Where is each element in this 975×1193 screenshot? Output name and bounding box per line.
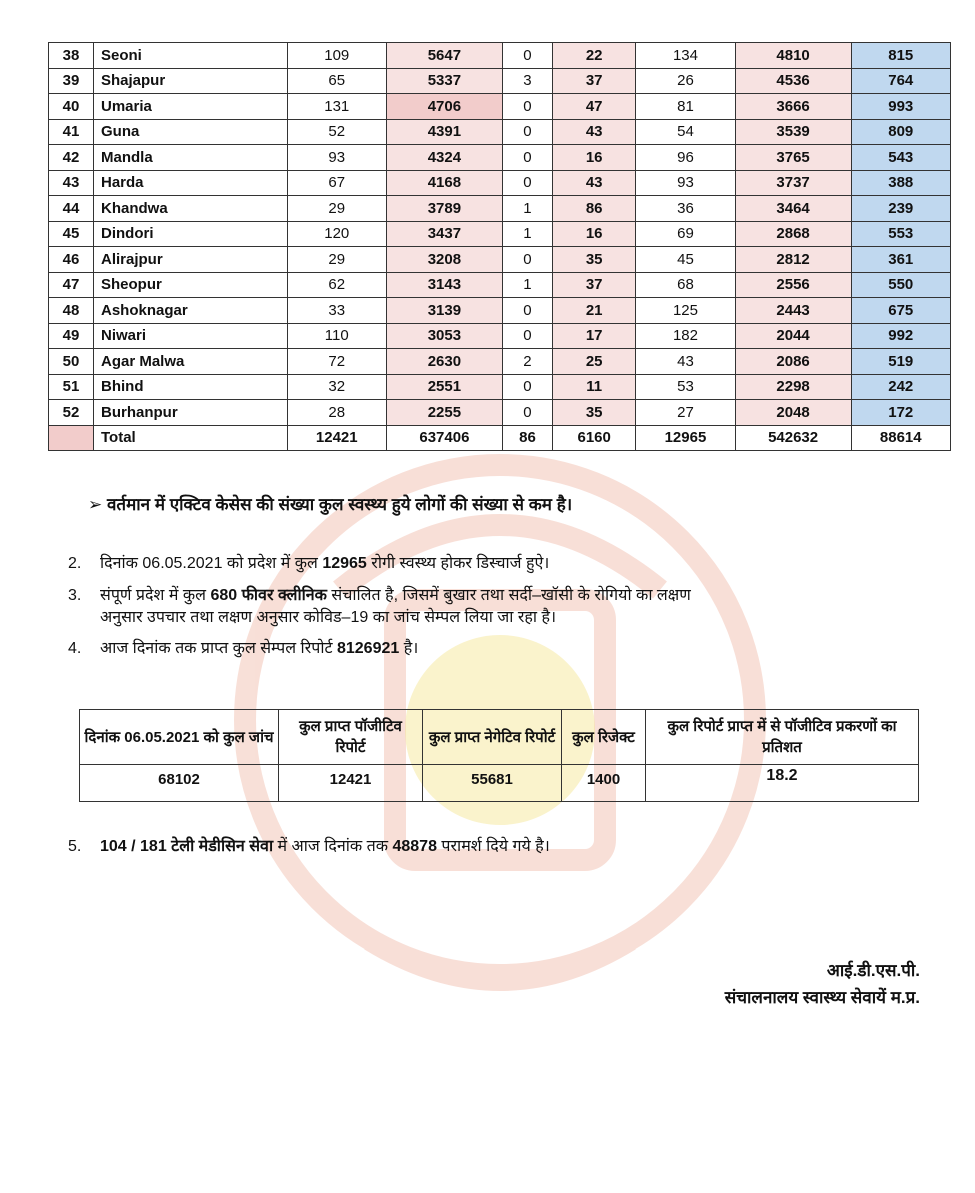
row-serial: 38 [49,43,94,69]
table-row [49,43,951,69]
table-row [49,221,951,247]
row-district: Bhind [94,374,288,400]
row-c1: 52 [287,119,386,145]
row-c1: 28 [287,400,386,426]
row-c3: 0 [502,323,552,349]
point-text: दिनांक 06.05.2021 को प्रदेश में कुल [100,555,323,572]
row-c7: 172 [851,400,951,426]
row-c6: 2868 [735,221,851,247]
total-blank-cell [49,425,94,451]
row-c2: 4391 [386,119,502,145]
row-c7: 675 [851,298,951,324]
row-c1: 67 [287,170,386,196]
row-c2: 4324 [386,145,502,171]
row-c5: 27 [636,400,735,426]
table-row [49,323,951,349]
row-c6: 2812 [735,247,851,273]
point-text: है। [399,640,419,657]
point-text: संचालित है, जिसमें बुखार तथा सर्दी–खॉसी के रोगियो का लक्षण [326,587,691,604]
row-district: Khandwa [94,196,288,222]
summary-value: 12421 [279,765,423,802]
row-c1: 32 [287,374,386,400]
row-serial: 49 [49,323,94,349]
row-c3: 0 [502,400,552,426]
row-c1: 65 [287,68,386,94]
row-serial: 47 [49,272,94,298]
row-c4: 86 [553,196,636,222]
row-c3: 0 [502,374,552,400]
total-c4: 6160 [553,425,636,451]
row-c2: 4168 [386,170,502,196]
row-c2: 5337 [386,68,502,94]
row-c5: 26 [636,68,735,94]
row-c5: 68 [636,272,735,298]
row-serial: 51 [49,374,94,400]
row-c3: 3 [502,68,552,94]
row-c7: 815 [851,43,951,69]
row-c4: 35 [553,247,636,273]
point-text: संपूर्ण प्रदेश में कुल [100,587,211,604]
point-text: रोगी स्वस्थ्य होकर डिस्चार्ज हुऐ। [366,555,550,572]
row-district: Guna [94,119,288,145]
point-5 [68,836,550,858]
summary-header: कुल प्राप्त नेगेटिव रिपोर्ट [423,710,562,765]
row-c2: 5647 [386,43,502,69]
row-c4: 37 [553,68,636,94]
point-bold: 104 / 181 टेली मेडीसिन सेवा [100,838,274,855]
row-c5: 182 [636,323,735,349]
row-c7: 550 [851,272,951,298]
row-c6: 4810 [735,43,851,69]
row-c5: 54 [636,119,735,145]
row-serial: 40 [49,94,94,120]
summary-header: कुल रिपोर्ट प्राप्त में से पॉजीटिव प्रकरणों का प्रतिशत [646,710,919,765]
point-bold: 12965 [322,555,367,572]
row-c2: 2630 [386,349,502,375]
row-c7: 809 [851,119,951,145]
row-district: Agar Malwa [94,349,288,375]
row-c4: 47 [553,94,636,120]
summary-value: 1400 [562,765,646,802]
row-district: Sheopur [94,272,288,298]
row-c4: 21 [553,298,636,324]
row-c2: 3143 [386,272,502,298]
row-c5: 93 [636,170,735,196]
row-district: Burhanpur [94,400,288,426]
table-row [49,272,951,298]
table-row [49,94,951,120]
total-c6: 542632 [735,425,851,451]
row-c6: 2086 [735,349,851,375]
row-c5: 45 [636,247,735,273]
row-c6: 2044 [735,323,851,349]
row-c5: 125 [636,298,735,324]
row-c6: 3464 [735,196,851,222]
row-c7: 553 [851,221,951,247]
row-c5: 53 [636,374,735,400]
point-bold: 8126921 [336,640,400,657]
row-c3: 0 [502,145,552,171]
table-row [49,298,951,324]
row-serial: 41 [49,119,94,145]
bullet-note: ➢ वर्तमान में एक्टिव केसेस की संख्या कुल स्वस्थ्य हुये लोगों की संख्या से कम है। [88,495,573,514]
point-number: 3. [68,587,82,604]
table-row [49,170,951,196]
row-c4: 37 [553,272,636,298]
row-c1: 120 [287,221,386,247]
row-serial: 52 [49,400,94,426]
row-c2: 3789 [386,196,502,222]
row-serial: 44 [49,196,94,222]
row-c1: 93 [287,145,386,171]
row-serial: 50 [49,349,94,375]
row-c5: 69 [636,221,735,247]
row-c7: 242 [851,374,951,400]
row-c7: 239 [851,196,951,222]
row-c2: 3208 [386,247,502,273]
row-c1: 110 [287,323,386,349]
row-c7: 993 [851,94,951,120]
row-serial: 39 [49,68,94,94]
row-c1: 131 [287,94,386,120]
row-serial: 45 [49,221,94,247]
point-bold: 680 फीवर क्लीनिक [210,587,327,604]
point-text-line2: अनुसार उपचार तथा लक्षण अनुसार कोविड–19 का जांच सेम्पल लिया जा रहा है। [100,609,557,626]
signature-line-2: संचालनालय स्वास्थ्य सेवायें म.प्र. [724,988,920,1007]
row-district: Niwari [94,323,288,349]
row-c5: 134 [636,43,735,69]
total-c1: 12421 [287,425,386,451]
total-c3: 86 [502,425,552,451]
summary-header: कुल रिजेक्ट [562,710,646,765]
signature-line-1: आई.डी.एस.पी. [826,961,920,980]
row-c3: 1 [502,272,552,298]
row-c1: 29 [287,196,386,222]
total-c5: 12965 [636,425,735,451]
point-number: 2. [68,555,82,572]
summary-header: कुल प्राप्त पॉजीटिव रिपोर्ट [279,710,423,765]
summary-value: 55681 [423,765,562,802]
row-c7: 519 [851,349,951,375]
row-c3: 2 [502,349,552,375]
row-c2: 3139 [386,298,502,324]
row-c4: 43 [553,119,636,145]
point-3 [68,585,928,629]
summary-value: 68102 [80,765,279,802]
table-row [49,247,951,273]
table-row [49,68,951,94]
row-c7: 543 [851,145,951,171]
row-c7: 764 [851,68,951,94]
row-c4: 16 [553,221,636,247]
row-c6: 3666 [735,94,851,120]
row-district: Umaria [94,94,288,120]
row-serial: 48 [49,298,94,324]
row-c4: 16 [553,145,636,171]
row-c7: 992 [851,323,951,349]
row-serial: 43 [49,170,94,196]
point-number: 5. [68,838,82,855]
row-c3: 0 [502,247,552,273]
row-c7: 361 [851,247,951,273]
summary-header: दिनांक 06.05.2021 को कुल जांच [80,710,279,765]
row-c5: 43 [636,349,735,375]
row-c3: 0 [502,119,552,145]
table-row [49,400,951,426]
total-c2: 637406 [386,425,502,451]
row-c6: 3765 [735,145,851,171]
point-text: में आज दिनांक तक [273,838,393,855]
row-c2: 2551 [386,374,502,400]
row-serial: 42 [49,145,94,171]
row-c4: 22 [553,43,636,69]
point-text: परामर्श दिये गये है। [436,838,550,855]
total-row [49,425,951,451]
table-row [49,145,951,171]
point-4 [68,638,418,660]
table-row [49,374,951,400]
row-c1: 29 [287,247,386,273]
row-c3: 0 [502,94,552,120]
summary-table [79,709,919,802]
row-c5: 96 [636,145,735,171]
row-c3: 0 [502,43,552,69]
row-c6: 2298 [735,374,851,400]
row-c6: 2048 [735,400,851,426]
row-c3: 1 [502,196,552,222]
row-serial: 46 [49,247,94,273]
row-c6: 2556 [735,272,851,298]
row-c3: 1 [502,221,552,247]
row-district: Dindori [94,221,288,247]
point-2 [68,553,549,575]
district-table [48,42,951,451]
row-c5: 81 [636,94,735,120]
row-c1: 109 [287,43,386,69]
row-district: Seoni [94,43,288,69]
row-district: Alirajpur [94,247,288,273]
row-c1: 33 [287,298,386,324]
row-c1: 62 [287,272,386,298]
table-row [49,196,951,222]
row-c4: 11 [553,374,636,400]
row-c3: 0 [502,170,552,196]
row-c6: 3737 [735,170,851,196]
row-district: Shajapur [94,68,288,94]
row-c4: 17 [553,323,636,349]
row-district: Ashoknagar [94,298,288,324]
row-c2: 3437 [386,221,502,247]
row-c6: 3539 [735,119,851,145]
total-c7: 88614 [851,425,951,451]
row-c5: 36 [636,196,735,222]
row-c1: 72 [287,349,386,375]
point-bold: 48878 [392,838,437,855]
row-c2: 3053 [386,323,502,349]
point-number: 4. [68,640,82,657]
total-label: Total [94,425,288,451]
row-district: Mandla [94,145,288,171]
table-row [49,119,951,145]
table-row [49,349,951,375]
row-c6: 4536 [735,68,851,94]
point-text: आज दिनांक तक प्राप्त कुल सेम्पल रिपोर्ट [100,640,337,657]
row-c2: 2255 [386,400,502,426]
row-c4: 35 [553,400,636,426]
row-c4: 43 [553,170,636,196]
row-c3: 0 [502,298,552,324]
summary-value: 18.2 [646,765,919,802]
row-c4: 25 [553,349,636,375]
row-district: Harda [94,170,288,196]
row-c7: 388 [851,170,951,196]
row-c2: 4706 [386,94,502,120]
row-c6: 2443 [735,298,851,324]
